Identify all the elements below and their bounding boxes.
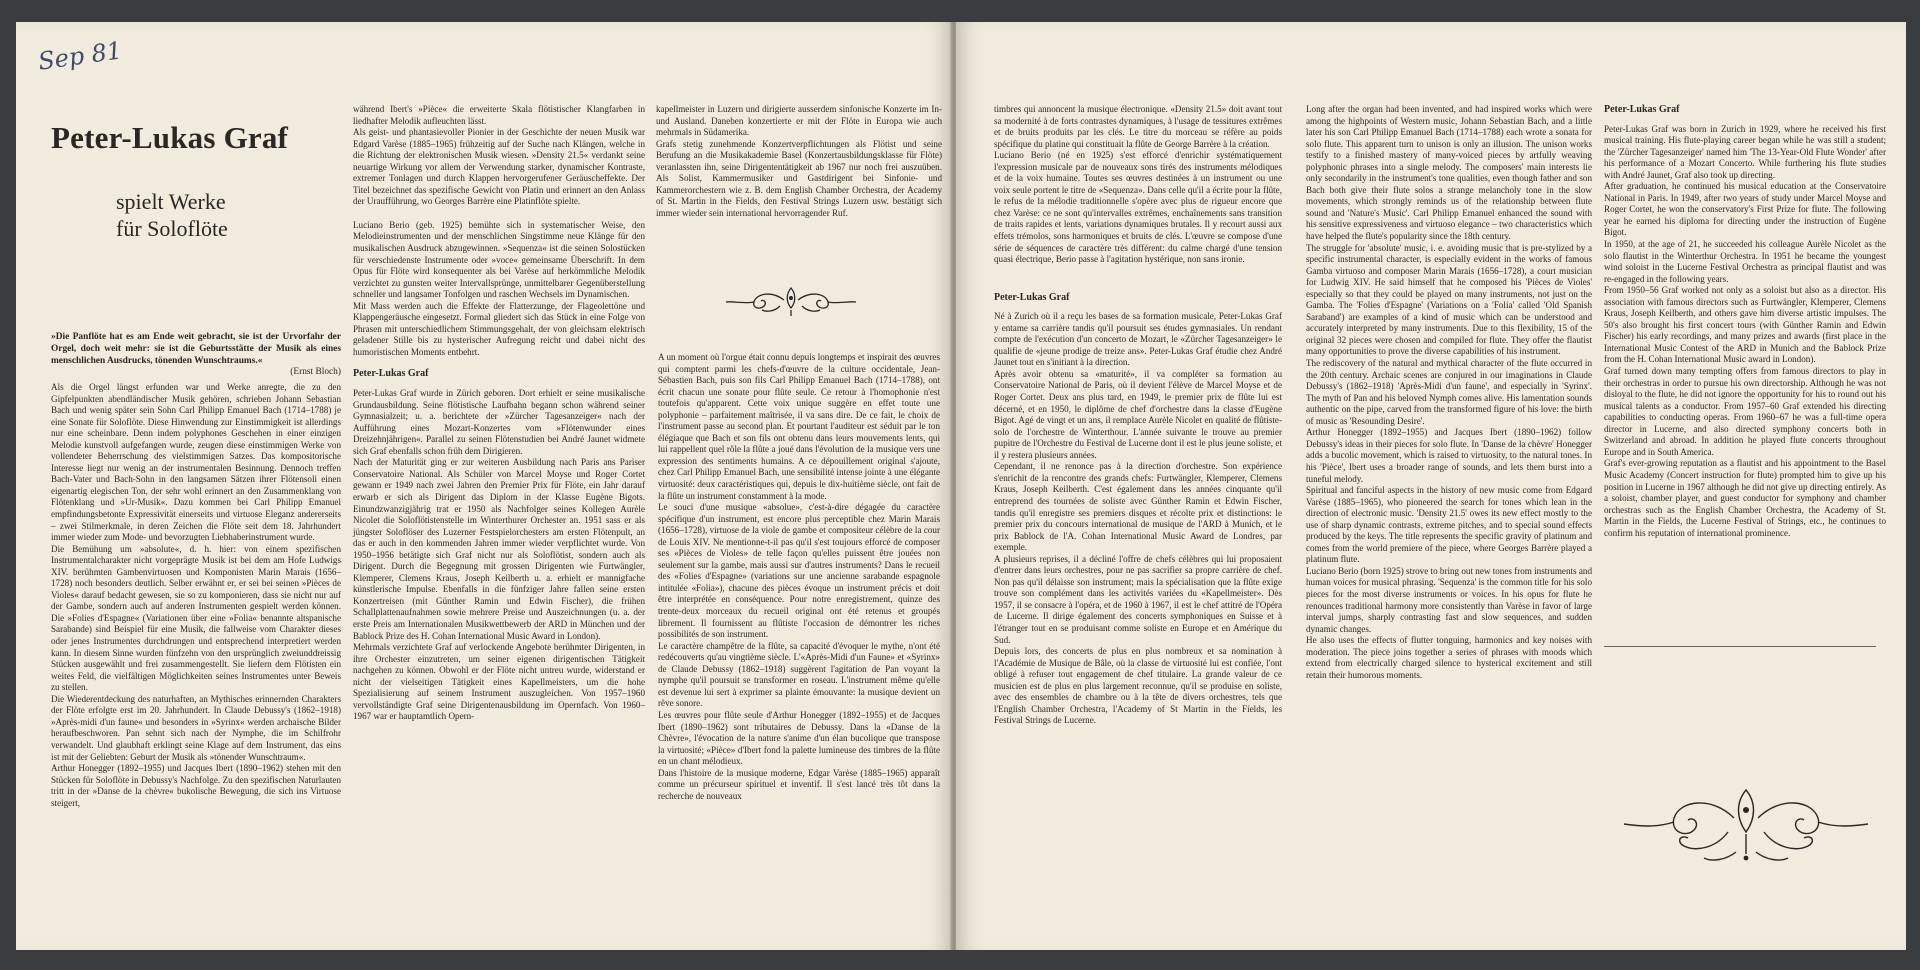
english-column-2 — [1604, 104, 1886, 539]
paragraph: Né à Zurich où il a reçu les bases de sa formation musicale, Peter-Lukas Graf y entame sa carrière tandis qu'il poursuit ses études gymnasiales. Un rendant compte de l'exécution d'un concerto de Mozart, le «Zürcher Tagesanzeiger» le qualifie de «jeune prodige de treize ans». Peter-Lukas Graf étudie chez André Jaunet tout en s'initiant à la direction. — [994, 311, 1282, 368]
right-page — [956, 22, 1906, 950]
paragraph: A un moment où l'orgue était connu depuis longtemps et inspirait des œuvres qui comptent parmi les chefs-d'œuvre de la culture occidentale, Jean-Sébastien Bach, puis son fils Carl Philipp Emanuel Bach (1714–1788), ont écrit chacun une sonate pour flûte seule. Ce retour à l'homophonie n'est toutefois qu'apparent. Cette voix unique suggère en effet toute une polyphonie – parfaitement maîtrisée, il va sans dire. De ce fait, le choix de l'instrument passe au second plan. Et pourtant l'auditeur est séduit par le ton élégiaque que Bach et son fils ont obtenu dans leurs mouvements lents, qui lui rappellent quel rôle la flûte a joué dans l'évolution de la musique vers une expression des sentiments humains. A ce dépouillement original s'ajoute, chez Carl Philipp Emanuel Bach, une sensibilité intense jointe à une élégante virtuosité: deux caractéristiques qui, depuis le dix-huitième siècle, ont fait de la flûte un instrument constamment à la mode. — [658, 352, 940, 501]
handwritten-note: Sep 81 — [36, 36, 124, 76]
paragraph: Graf's ever-growing reputation as a flautist and his appointment to the Basel Music Academy (Concert instruction for flute) prompted him to give up his position in Lucerne in 1967 although he did not give up directing entirely. As a soloist, chamber player, and guest conductor for symphony and chamber orchestras such as the English Chamber Orchestra, the Academy of St. Martin in the Fields, the Lucerne Festival of Strings, etc., he continues to confirm his reputation of international prominence. — [1604, 458, 1886, 538]
paragraph: Grafs stetig zunehmende Konzertverpflichtungen als Flötist und seine Berufung an die Musikakademie Basel (Konzertausbildungsklasse für Flöte) veranlassten ihn, seine Dirigententätigkeit ab 1967 nur noch frei auszuüben. Als Solist, Kammermusiker und Gastdirigent bei Sinfonie- und Kammerorchestern wie z. B. dem English Chamber Orchestra, der Academy of St. Martin in the Fields, den Festival Strings Luzern usw. bestätigt sich immer wieder sein international hervorragender Ruf. — [656, 138, 942, 218]
paragraph: Cependant, il ne renonce pas à la direction d'orchestre. Son expérience s'enrichit de la rencontre des grands chefs: Furtwängler, Klemperer, Clemens Kraus, Joseph Keilberth. C'est également dans les années cinquante qu'il entreprend des tournées de soliste avec Günther Ramin et Edwin Fischer, tandis qu'il enregistre ses premiers disques et récolte prix et distinctions: le premier prix du concours international de musique de l'ARD à Munich, et le prix Bablock de l'A. Cohan International Music Award de Londres, par exemple. — [994, 461, 1282, 553]
german-column-1 — [51, 382, 341, 809]
paragraph: Arthur Honegger (1892–1955) and Jacques Ibert (1890–1962) follow Debussy's ideas in their pieces for solo flute. In 'Danse de la chèvre' Honegger adds a bucolic movement, which is raised to virtuosity, to the natural tones. In his 'Pièce', Ibert uses a broader range of sounds, and lets them burst into a tuneful melody. — [1306, 427, 1592, 484]
paragraph: Peter-Lukas Graf wurde in Zürich geboren. Dort erhielt er seine musikalische Grundausbildung. Seine flötistische Laufbahn begann schon während seiner Gymnasialzeit; u. a. berichtete der »Zürcher Tagesanzeiger« nach der Aufführung eines Mozart-Konzertes vom »Flötenwunder eines Dreizehnjährigen«. Parallel zu seinen Flötenstudien bei André Jaunet widmete sich Graf ebenfalls schon früh dem Dirigieren. — [353, 388, 645, 456]
paragraph: Als geist- und phantasievoller Pionier in der Geschichte der neuen Musik war Edgard Varèse (1885–1965) frühzeitig auf der Suche nach Klängen, welche in die Richtung der elektronischen Musik wiesen. »Density 21.5« verdankt seine neuartige Wirkung vor allem der Verwendung starker, dynamischer Kontraste, extremer Tonlagen und durch Klappen hervorgerufener Geräuscheffekte. Der Titel bezeichnet das spezifische Gewicht von Platin und erinnert an den Anlass der Uraufführung, wo Georges Barrère eine Platinflöte spielte. — [353, 127, 645, 207]
paragraph: Spiritual and fanciful aspects in the history of new music come from Edgard Varèse (1885–1965), who pioneered the search for tones which lean in the direction of electronic music. 'Density 21.5' owes its new effect mostly to the use of sharp dynamic contrasts, extreme pitches, and to special sound effects produced by the keys. The title represents the specific gravity of platinum and comes from the world premiere of the piece, where Georges Barrère played a platinum flute. — [1306, 485, 1592, 565]
section-heading: Peter-Lukas Graf — [994, 291, 1070, 303]
quote-attribution: (Ernst Bloch) — [290, 367, 341, 378]
paragraph: Luciano Berio (born 1925) strove to bring out new tones from instruments and human voices for musical phrasing. 'Sequenza' is the common title for his solo pieces for the most diverse instruments or voices. In his opus for flute he renounces traditional harmony more consistently than Varèse in favor of large interval jumps, sharply contrasting fast and slow sequences, and sudden dynamic changes. — [1306, 565, 1592, 634]
paragraph: In 1950, at the age of 21, he succeeded his colleague Aurèle Nicolet as the solo flautist in the Winterthur Orchestra. In 1951 he became the youngest wind soloist in the Lucerne Festival Orchestra as principal flautist and was re-engaged in the following years. — [1604, 239, 1886, 284]
paragraph: Arthur Honegger (1892–1955) und Jacques Ibert (1890–1962) stehen mit den Stücken für Soloflöte in Debussy's Nachfolge. Zu den spezifischen Naturlauten tritt in der »Danse de la chèvre« bukolische Bewegung, die sich ins Virtuose steigert, — [51, 763, 341, 808]
english-column-1 — [1306, 104, 1592, 681]
paragraph: Depuis lors, des concerts de plus en plus nombreux et sa nomination à l'Académie de Musique de Bâle, où la classe de virtuosité lui est confiée, l'ont obligé à refuser tout engagement de chef titulaire. La grande valeur de ce musicien est de plus en plus largement reconnue, qu'il se produise en soliste, avec des ensembles de chambre ou à la tête de divers orchestres, tels que l'English Chamber Orchestra, l'Academy of St Martin in the Fields, les Festival Strings de Lucerne. — [994, 646, 1282, 726]
subtitle-line-1: spielt Werke — [116, 189, 226, 214]
paragraph: Als die Orgel längst erfunden war und Werke anregte, die zu den Gipfelpunkten abendländischer Musik gehören, schrieben Johann Sebastian Bach und wenig später sein Sohn Carl Philipp Emanuel Bach (1714–1788) je eine Sonate für Soloflöte. Diese Hinwendung zur Einstimmigkeit ist allerdings nur eine scheinbare. Denn indem polyphones Geschehen in einer einzigen Melodie kunstvoll aufgefangen wurde, zeugen diese einstimmigen Werke von vollendeter Beherrschung des vielstimmigen Satzes. Das kompositorische Interesse liegt nur wenig an der instrumentalen Besinnung. Dennoch treffen Bach-Vater und Bach-Sohn in den langsamen Sätzen ihrer Flötensoli einen eigenartig elegischen Ton, der sehr wohl erinnert an den Zusammenklang von Flötenklang und »Ur-Musik«. Dazu kommen bei Carl Philipp Emanuel empfindungsbetonte Expressivität einerseits und virtuose Eleganz andererseits – zwei Stilmerkmale, in deren Zeichen die Flöte seit dem 18. Jahrhundert immer wieder zum Mode- und bevorzugten Liebhaberinstrument wurde. — [51, 382, 341, 543]
paragraph: Mit Mass werden auch die Effekte der Flatterzunge, der Flageolettöne und Klappengeräusche eingesetzt. Formal gliedert sich das Stück in eine Folge von Phrasen mit unterschiedlichem Stimmungsgehalt, der von gleichsam elektrisch geladener Stille bis zu hysterischer Aufregung reicht und dabei nicht des humoristischen Moments entbehrt. — [353, 300, 645, 357]
paragraph: Dans l'histoire de la musique moderne, Edgar Varèse (1885–1965) apparaît comme un précurseur spirituel et inventif. Il s'est lancé très tôt dans la recherche de nouveaux — [658, 767, 940, 801]
paragraph: Le souci d'une musique «absolue», c'est-à-dire dégagée du caractère spécifique d'un instrument, est encore plus perceptible chez Marin Marais (1656–1728), virtuose de la viole de gambe et compositeur célèbre de la cour de Louis XIV. Ne mentionne-t-il pas qu'il s'est toujours efforcé de composer ses «Pièces de Violes» de telle façon qu'elles puissent être jouées non seulement sur la gambe, mais aussi sur d'autres instruments? Dans le recueil des «Folies d'Espagne» (variations sur une ancienne sarabande espagnole intitulée «Folia»), chacune des pièces évoque un instrument précis et doit être interprétée en conséquence. Pour notre enregistrement, quinze des trente-deux morceaux du recueil original ont été retenus et groupés librement. Il fournissent au flûtiste l'occasion de démontrer les riches possibilités de son instrument. — [658, 502, 940, 640]
paragraph: Nach der Maturität ging er zur weiteren Ausbildung nach Paris ans Pariser Conservatoire National. Als Schüler von Marcel Moyse und Roger Cortet gewann er 1949 nach zwei Jahren den Premier Prix für Flöte, ein Jahr darauf erwarb er sich als Dirigent das Diplom in der Klasse Eugène Bigots. Einundzwanzigjährig trat er 1950 als Nachfolger seines Kollegen Aurèle Nicolet die Soloflötistenstelle im Winterthurer Orchester an. 1951 sass er als jüngster Soloflöser des Luzerner Festspielorchesters am ersten Flötenpult, an das er auch in den kommenden Jahren immer wieder verpflichtet wurde. Von 1950–1956 betätigte sich Graf nicht nur als Soloflötist, sondern auch als Dirigent. Durch die Begegnung mit grossen Dirigenten wie Furtwängler, Klemperer, Clemens Kraus, Joseph Keilberth u. a. erhielt er mannigfache künstlerische Impulse. Ebenfalls in die fünfziger Jahre fallen seine ersten Konzertreisen (mit Günther Ramin und Edwin Fischer), die frühen Schallplattenaufnahmen sowie mehrere Preise und Auszeichnungen (u. a. der erste Preis am Internationalen Musikwettbewerb der ARD in München und der Bablock Prize des H. Cohan International Music Award in London). — [353, 457, 645, 641]
subtitle-line-2: für Soloflöte — [116, 216, 228, 241]
section-heading: Peter-Lukas Graf — [353, 368, 429, 380]
paragraph: timbres qui annoncent la musique électronique. «Density 21.5» doit avant tout sa modernité à de forts contrastes dynamiques, à l'usage de tessitures extrêmes et de bruits produits par les clés. Le titre du morceau se réfère au poids spécifique du platine qui constituait la flûte de George Barrère à la création. — [994, 104, 1282, 149]
section-rule — [1604, 646, 1876, 647]
paragraph: Le caractère champêtre de la flûte, sa capacité d'évoquer le mythe, n'ont été redécouverts qu'au vingtième siècle. L'«Après-Midi d'un Faune» et «Syrinx» de Claude Debussy (1862–1918) suggèrent l'agitation de Pan voyant la nymphe qu'il poursuit se transformer en roseau. L'instrument même qu'elle est devenue lui sert à exprimer sa plainte émouvante: la musique devient un rêve sonore. — [658, 640, 940, 709]
french-column-2 — [994, 104, 1282, 727]
page-subtitle — [116, 188, 228, 242]
german-column-3 — [656, 104, 942, 219]
paragraph: Graf turned down many tempting offers from famous directors to play in their orchestras in order to pursue his own directorship. Although he was not disloyal to the flute, he did not ignore the opportunity for his to round out his musical talents as a conductor. From 1957–60 Graf extended his directing capabilities to conducting operas. From 1960–67 he was a full-time opera director in Lucerne, and also directed symphony concerts both in Switzerland and abroad. In addition he played flute concerts throughout Europe and in South America. — [1604, 366, 1886, 457]
ornament-flourish-icon — [1616, 782, 1876, 868]
paragraph: From 1950–56 Graf worked not only as a soloist but also as a director. His association with famous directors such as Furtwängler, Klemperer, Clemens Kraus, Joseph Keilberth, and others gave him diverse artistic impulses. The 50's also brought his first concert tours (with Günther Ramin and Edwin Fischer) his early recordings, and many prizes and awards (first place in the International Music Contest of the ARD in Munich and the Bablock Prize from the H. Cohan International Music award in London). — [1604, 285, 1886, 365]
paragraph: After graduation, he continued his musical education at the Conservatoire National in Paris. In 1949, after two years of study under Marcel Moyse and Roger Cortet, he won the conservatory's First Prize for flute. The following year he earned his diploma for directing under the instruction of Eugène Bigot. — [1604, 181, 1886, 238]
german-column-2 — [353, 104, 645, 723]
paragraph: A plusieurs reprises, il a décliné l'offre de chefs célèbres qui lui proposaient d'entrer dans leurs orchestres, pour ne pas sacrifier sa propre carrière de chef. Non pas qu'il délaisse son instrument; mais la spécialisation que la flûte exige trouve son complément dans les activités variées du «Kapellmeister». Dès 1957, il se consacre à l'opéra, et de 1960 à 1967, il est le chef attitré de l'Opéra de Lucerne. Il dirige également des concerts symphoniques en Suisse et à l'étranger tout en se produisant comme soliste en Europe et en Amérique du Sud. — [994, 553, 1282, 645]
french-column-1 — [658, 352, 940, 950]
paragraph: The rediscovery of the natural and mythical character of the flute occurred in the 20th century. Archaic scenes are conjured in our imaginations in Claude Debussy's (1862–1918) 'Après-Midi d'un faune', and especially in 'Syrinx'. The myth of Pan and his beloved Nymph comes alive. His lamentation sounds authentic on the pipe, carved from the transformed figure of his love: the birth of music as 'Resounding Desire'. — [1306, 358, 1592, 426]
paragraph: Après avoir obtenu sa «maturité», il va compléter sa formation au Conservatoire National de Paris, où il devient l'élève de Marcel Moyse et de Roger Cortet. Deux ans plus tard, en 1949, le premier prix de flûte lui est décerné, et en 1950, le diplôme de chef d'orchestre dans la classe d'Eugène Bigot. Agé de vingt et un ans, il remplace Aurèle Nicolet en qualité de flûtiste-solo de l'orchestre de Winterthour. L'année suivante le trouve au premier pupitre de l'Orchestre du Festival de Lucerne dont il est le plus jeune soliste, et il y restera plusieurs années. — [994, 368, 1282, 460]
paragraph: Luciano Berio (né en 1925) s'est efforcé d'enrichir systématiquement l'expression musicale par de nouveaux sons tirés des instruments mélodiques et de la voix humaine. Toutes ses œuvres destinées à un instrument ou une voix seule portent le titre de «Sequenza». Dans celle qu'il a écrite pour la flûte, le refus de la mélodie traditionnelle s'opère avec plus de rigueur encore que chez Varèse: ce ne sont qu'intervalles extrêmes, enchaînements sans transition de traits rapides et lents, variations dynamiques brutales. Il y recourt aussi aux effets trémolos, sons harmoniques et bruits de clés. L'œuvre se compose d'une série de séquences de caractère très différent: du calme chargé d'une tension quasi électrique, Berio passe à l'agitation hystérique, non sans ironie. — [994, 150, 1282, 265]
paragraph: Mehrmals verzichtete Graf auf verlockende Angebote berühmter Dirigenten, in ihre Orchester einzutreten, um seiner eigenen dirigentischen Tätigkeit nachgehen zu können. Obwohl er der Flöte nicht untreu wurde, widerstand er nicht der vielseitigen Tätigkeit eines Kapellmeisters, um die hohe Spezialisierung auf seinem Instrument auszugleichen. Von 1957–1960 vervollständigte Graf seine Dirigentenausbildung im Opernfach. Von 1960–1967 war er hauptamtlich Opern- — [353, 642, 645, 722]
paragraph: Peter-Lukas Graf was born in Zurich in 1929, where he received his first musical training. His flute-playing career began while he was still a student; the 'Zürcher Tagesanzeiger' named him 'The 13-Year-Old Flute Wonder' after his performance of a Mozart Concerto. While furthering his flute studies with André Jaunet, Graf also took up directing. — [1604, 123, 1886, 180]
paragraph: He also uses the effects of flutter tonguing, harmonics and key noises with moderation. The piece joins together a series of phrases with moods which extend from electrically charged silence to hysterical excitement and still retain their humorous moments. — [1306, 635, 1592, 680]
paragraph: Luciano Berio (geb. 1925) bemühte sich in systematischer Weise, den Melodieinstrumenten und der menschlichen Singstimme neue Klänge für den musikalischen Ausdruck abzugewinnen. »Sequenza« ist die seinen Solostücken für verschiedenste Instrumente oder »voce« gemeinsame Überschrift. In dem Opus für Flöte wird konsequenter als bei Varèse auf herkömmliche Melodik verzichtet zu gunsten weiter Intervallsprünge, unmittelbarer Gegenüberstellung schneller und langsamer Tonfolgen und raschen Wechsels im Dynamischen. — [353, 219, 645, 300]
epigraph-quote — [51, 332, 341, 379]
paragraph: The struggle for 'absolute' music, i. e. avoiding music that is pre-stylized by a specific instrumental character, is especially evident in the works of famous Gamba virtuoso and composer Marin Marais (1656–1728), a court musician for Ludwig XIV. He said himself that he composed his 'Pièces de Violes' especially so that they could be played on many instruments, not just on the Gamba. The 'Folies d'Espagne' (Variations on a 'Folia' called 'Old Spanish Saraband') are examples of a kind of music which can be understood and accurately interpreted by many instruments. Due to this flexibility, 15 of the original 32 pieces were chosen and compiled for flute. They offer the flautist many opportunities to prove the diverse capabilities of his instrument. — [1306, 242, 1592, 357]
paragraph: Die Bemühung um »absolute«, d. h. hier: von einem spezifischen Instrumentalcharakter nicht vorgeprägte Musik ist bei dem am Hofe Ludwigs XIV. berühmten Gambenvirtuosen und Komponisten Marin Marais (1656–1728) noch besonders deutlich. Selber erwähnt er, er sei bei seinen »Pièces de Violes« darauf bedacht gewesen, sie so zu komponieren, dass sie nicht nur auf der Gambe, sondern auch auf anderen Instrumenten gespielt werden können. Die »Folies d'Espagne« (Variationen über eine »Folia« benannte altspanische Sarabande) sind Beispiel für eine Musik, die fallweise vom Charakter dieses oder jenes Instrumentes durchdrungen und entsprechend interpretiert werden kann. In diesem Sinne wurden fünfzehn von den ursprünglich zweiunddreissig Stücken ausgewählt und frei zusammengestellt. Sie liefern dem Flötisten ein weites Feld, die vielfältigen Möglichkeiten seines Instrumentes unter Beweis zu stellen. — [51, 543, 341, 693]
paragraph: kapellmeister in Luzern und dirigierte ausserdem sinfonische Konzerte im In- und Ausland. Daneben konzertierte er mit der Flöte in Europa wie auch mehrmals in Südamerika. — [656, 104, 942, 138]
page-title: Peter-Lukas Graf — [51, 120, 289, 155]
paragraph: Long after the organ had been invented, and had inspired works which were among the highpoints of Western music, Johann Sebastian Bach, and a little later his son Carl Philipp Emanuel Bach (1714–1788) each wrote a sonata for solo flute. This apparent turn to unison is only an illusion. The unison works testify to a finished mastery of many-voiced pieces by artfully weaving polyphonic phrases into a single melody. The composers' main interests lie only secondarily in the instrument's tone qualities, even though father and son Bach both give their flute solos a strange melancholy tone in the slow movements, which strongly reminds us of the relationship between flute sound and 'Nature's Music'. Carl Philipp Emanuel enhanced the sound with his sensitive expressiveness and virtuoso elegance – two characteristics which have helped the flute's popularity since the 18th century. — [1306, 104, 1592, 242]
album-gatefold-spread — [16, 22, 1906, 950]
quote-text: »Die Panflöte hat es am Ende weit gebracht, sie ist der Urvorfahr der Orgel, doch weit mehr: sie ist die Geburtsstätte der Musik als eines menschlichen Ausdrucks, tönenden Wunschtraums.« — [51, 332, 341, 366]
ornament-divider-icon — [716, 284, 866, 318]
paragraph: während Ibert's »Pièce« die erweiterte Skala flötistischer Klangfarben in liedhafter Melodik aufleuchten lässt. — [353, 104, 645, 126]
paragraph: Die Wiederentdeckung des naturhaften, an Mythisches erinnernden Charakters der Flöte erfolgte erst im 20. Jahrhundert. In Claude Debussy's (1862–1918) »Après-midi d'un faune« und besonders in »Syrinx« werden archaische Bilder heraufbeschworen. Pan sehnt sich nach der Nymphe, die im Schilfrohr verwandelt. Und glaubhaft erklingt seine Klage auf dem Instrument, das eins ist mit der Geliebten: Geburt der Musik als »tönender Wunschtraum«. — [51, 693, 341, 762]
section-heading: Peter-Lukas Graf — [1604, 104, 1680, 115]
paragraph: Les œuvres pour flûte seule d'Arthur Honegger (1892–1955) et de Jacques Ibert (1890–1962) sont tributaires de Debussy. Dans la «Danse de la Chèvre», l'évocation de la nature s'anime d'un élan bucolique que transpose la virtuosité; «Pièce» d'Ibert fond la palette lumineuse des timbres de la flûte en un chant mélodieux. — [658, 709, 940, 767]
